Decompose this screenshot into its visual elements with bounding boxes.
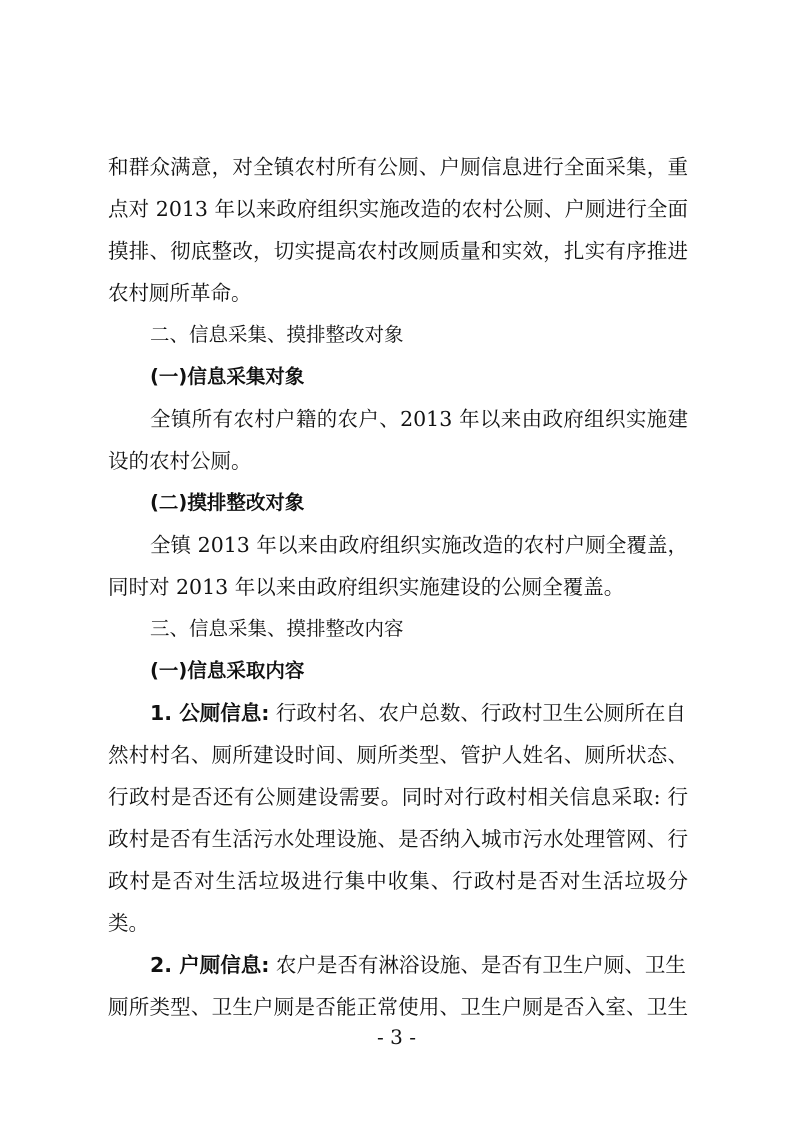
paragraph-line: 设的农村公厕。 xyxy=(108,449,252,473)
subsection-heading: (一)信息采取内容 xyxy=(150,659,305,682)
paragraph-line: 农村厕所革命。 xyxy=(108,281,252,305)
paragraph-line: 点对 2013 年以来政府组织实施改造的农村公厕、户厕进行全面 xyxy=(108,197,688,221)
paragraph-line: 然村村名、厕所建设时间、厕所类型、管护人姓名、厕所状态、 xyxy=(108,743,688,767)
section-heading: 二、信息采集、摸排整改对象 xyxy=(150,323,404,346)
paragraph-line: 政村是否对生活垃圾进行集中收集、行政村是否对生活垃圾分 xyxy=(108,869,688,893)
paragraph-line: 类。 xyxy=(108,911,149,935)
paragraph-line: 同时对 2013 年以来由政府组织实施建设的公厕全覆盖。 xyxy=(108,575,625,599)
item-text: 农户是否有淋浴设施、是否有卫生户厕、卫生 xyxy=(269,953,686,977)
paragraph-line: 和群众满意，对全镇农村所有公厕、户厕信息进行全面采集，重 xyxy=(108,155,688,179)
paragraph-line: 政村是否有生活污水处理设施、是否纳入城市污水处理管网、行 xyxy=(108,827,688,851)
item-text: 行政村名、农户总数、行政村卫生公厕所在自 xyxy=(269,701,686,725)
paragraph-line: 摸排、彻底整改，切实提高农村改厕质量和实效，扎实有序推进 xyxy=(108,239,688,263)
paragraph-line: 行政村是否还有公厕建设需要。同时对行政村相关信息采取: 行 xyxy=(108,785,688,809)
paragraph-line: 全镇 2013 年以来由政府组织实施改造的农村户厕全覆盖， xyxy=(150,533,688,557)
list-item-line xyxy=(150,945,688,985)
item-lead: 1. 公厕信息: xyxy=(150,701,270,725)
paragraph-line: 全镇所有农村户籍的农户、2013 年以来由政府组织实施建 xyxy=(150,407,688,431)
subsection-heading: (二)摸排整改对象 xyxy=(150,491,305,514)
section-heading: 三、信息采集、摸排整改内容 xyxy=(150,617,404,640)
list-item-line xyxy=(150,693,688,733)
paragraph-line: 厕所类型、卫生户厕是否能正常使用、卫生户厕是否入室、卫生 xyxy=(108,995,688,1019)
page-number: - 3 - xyxy=(377,1025,416,1049)
subsection-heading: (一)信息采集对象 xyxy=(150,365,305,388)
item-lead: 2. 户厕信息: xyxy=(150,953,270,977)
